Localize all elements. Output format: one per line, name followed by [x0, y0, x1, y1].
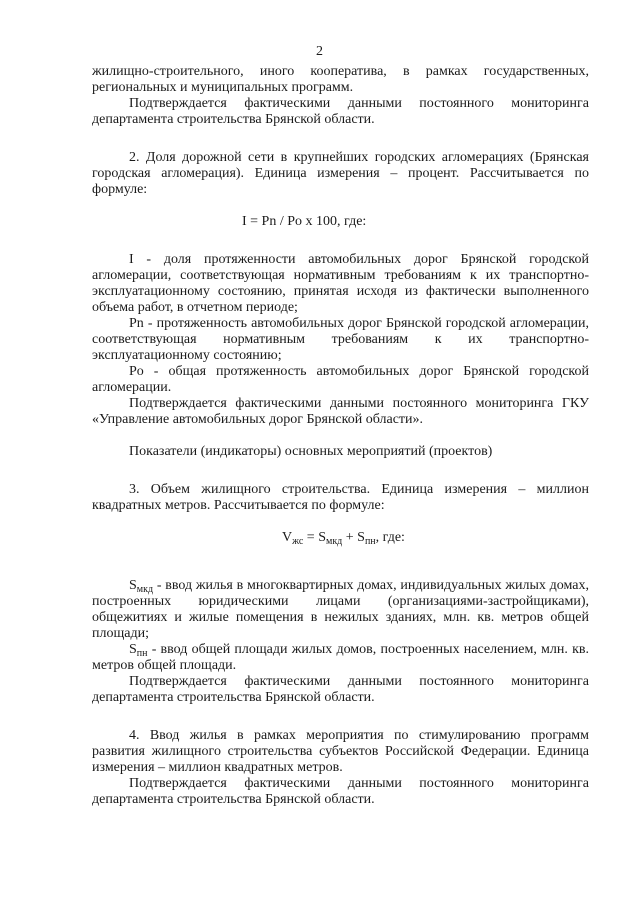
paragraph-confirmation-4: Подтверждается фактическими данными постоянного мониторинга департамента строительства Брянской области.	[92, 776, 589, 807]
definition-spn	[92, 642, 589, 674]
page-number: 2	[316, 44, 323, 59]
def-smkd-symbol: S	[129, 578, 137, 593]
formula-plus: + S	[342, 530, 365, 545]
formula-s2-sub: пн	[364, 536, 376, 547]
formula-s1-sub: мкд	[325, 536, 343, 547]
def-spn-sub: пн	[136, 648, 148, 659]
definition-pn: Pn - протяженность автомобильных дорог Брянской городской агломерации, соответствующая нормативным требованиям к их транспортно-эксплуатационному состоянию;	[92, 316, 589, 363]
def-smkd-text: - ввод жилья в многоквартирных домах, индивидуальных жилых домах, построенных юридическими лицами (организациями-застройщиками), общежитиях и жилые помещения в нежилых зданиях, млн. кв. метров общей площади;	[92, 578, 589, 641]
formula-v: V	[282, 530, 293, 545]
definition-po: Po - общая протяженность автомобильных дорог Брянской городской агломерации.	[92, 364, 589, 395]
paragraph-confirmation-3: Подтверждается фактическими данными постоянного мониторинга департамента строительства Брянской области.	[92, 674, 589, 705]
document-body	[92, 64, 589, 808]
paragraph-item-3: 3. Объем жилищного строительства. Единица измерения – миллион квадратных метров. Рассчитывается по формуле:	[92, 482, 589, 513]
def-spn-text: - ввод общей площади жилых домов, построенных населением, млн. кв. метров общей площади.	[92, 642, 589, 673]
formula-eq: = S	[303, 530, 326, 545]
formula-tail: , где:	[375, 530, 405, 545]
definition-i: I - доля протяженности автомобильных дорог Брянской городской агломерации, соответствующая нормативным требованиям к их транспортно-эксплуатационному состоянию, принятая исходя из фактически выполненного объема работ, в отчетном периоде;	[92, 252, 589, 315]
paragraph-item-4: 4. Ввод жилья в рамках мероприятия по стимулированию программ развития жилищного строительства субъектов Российской Федерации. Единица измерения – миллион квадратных метров.	[92, 728, 589, 775]
paragraph-confirmation-1: Подтверждается фактическими данными постоянного мониторинга департамента строительства Брянской области.	[92, 96, 589, 127]
def-spn-symbol: S	[129, 642, 137, 657]
paragraph-item-2: 2. Доля дорожной сети в крупнейших городских агломерациях (Брянская городская агломерация). Единица измерения – процент. Рассчитывается по формуле:	[92, 150, 589, 197]
formula-road-share: I = Pn / Po x 100, где:	[242, 214, 367, 229]
paragraph-continuation: жилищно-строительного, иного кооператива, в рамках государственных, региональных и муниципальных программ.	[92, 64, 589, 95]
section-heading-indicators: Показатели (индикаторы) основных мероприятий (проектов)	[129, 444, 493, 459]
paragraph-confirmation-2: Подтверждается фактическими данными постоянного мониторинга ГКУ «Управление автомобильных дорог Брянской области».	[92, 396, 589, 427]
def-smkd-sub: мкд	[136, 584, 154, 595]
formula-housing-volume	[92, 530, 589, 546]
formula-v-sub: жс	[292, 536, 304, 547]
definition-smkd	[92, 578, 589, 642]
